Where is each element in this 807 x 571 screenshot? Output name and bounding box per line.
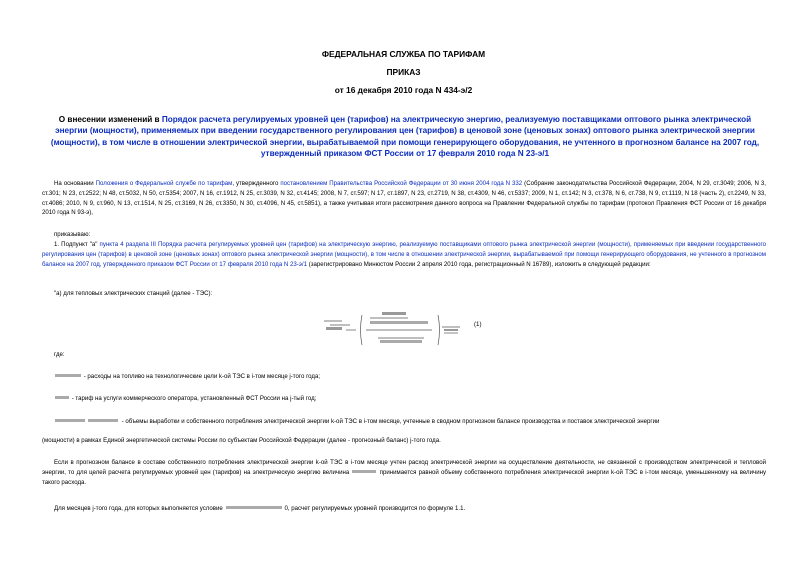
basis-middle: , утвержденного <box>232 180 281 187</box>
item-1-link[interactable]: пункта 4 раздела III Порядка расчета регулируемых уровней цен (тарифов) на электрическую энергию, реализуемую поставщиками оптового рынка электрической энергии (мощности), применяемых при введении государственного регулирования цен (тарифов) в ценовой зоне (ценовых зонах) оптового рынка электрической энергии (мощности), в том числе в отношении электрической энергии, вырабатываемой при помощи генерирующего оборудования, не учтенного в прогнозном балансе на 2007 год, утвержденного приказом ФСТ России от 17 февраля 2010 года N 23-э/1 <box>42 241 766 268</box>
definition-volumes-continued: (мощности) в рамках Единой энергетической системы России по субъектам Российской Федерации (далее - прогнозный баланс) j-того года. <box>42 437 441 444</box>
doc-type-heading: ПРИКАЗ <box>386 67 421 77</box>
definition-volumes <box>54 417 659 427</box>
operator-tariff-symbol <box>54 394 70 402</box>
title-prefix: О внесении изменений в <box>58 115 162 124</box>
formula-1-image <box>322 309 464 356</box>
fuel-costs-symbol <box>54 372 82 380</box>
formula-1-graphic <box>322 309 464 351</box>
definition-volumes-text: - объемы выработки и собственного потребления электрической энергии k-ой ТЭС в i-том месяце, учтенные в сводном прогнозном балансе производства и поставок электрической энергии <box>120 418 660 425</box>
consumption-symbol <box>351 468 377 476</box>
volumes-symbol <box>54 417 120 425</box>
basis-link-decree[interactable]: постановлением Правительства Российской Федерации от 30 июня 2004 года N 332 <box>280 180 523 187</box>
definition-fuel-costs <box>54 372 320 382</box>
definition-operator-tariff <box>54 394 316 404</box>
basis-rest: (Собрание законодательства Российской Федерации, 2004, N 29, ст.3049; 2006, N 3, ст.301; N 23, ст.2522; N 48, ст.5032, N 50, ст.5354; 2007, N 16, ст.1912, N 25, ст.3039, N 32, ст.4145; 2008, N 7, ст.597; N 17, ст.1897, N 23, ст.2719, N 38, ст.4309, N 46, ст.5337; 2009, N 1, ст.142; N 3, ст.378, N 6, ст.738, N 9, ст.1119, N 18 (часть 2), ст.2249, N 33, ст.4086; 2010, N 9, ст.960, N 13, ст.1514, N 25, ст.3169, N 26, ст.3350, N 30, ст.4096, N 45, ст.5851), а также учитывая итоги рассмотрения данного вопроса на Правлении Федеральной службы по тарифам (протокол Правления ФСТ России от 16 декабря 2010 года N 93-э), <box>42 180 766 217</box>
item-1-paragraph <box>42 240 766 269</box>
formula-1-number: (1) <box>474 321 482 328</box>
months-condition-paragraph <box>54 504 465 514</box>
where-label: где: <box>54 351 65 358</box>
subitem-a: "а) для тепловых электрических станций (далее - ТЭС): <box>54 290 213 297</box>
title-link[interactable]: Порядок расчета регулируемых уровней цен (тарифов) на электрическую энергию, реализуемую поставщиками оптового рынка электрической энергии (мощности), применяемых при введении государственного регулирования цен (тарифов) в ценовой зоне (ценовых зонах) оптового рынка электрической энергии (мощности), в том числе в отношении электрической энергии, вырабатываемой при помощи генерирующего оборудования, не учтенного в прогнозном балансе на 2007 год, утвержденный приказом ФСТ России от 17 февраля 2010 года N 23-э/1 <box>50 115 760 159</box>
order-word: приказываю: <box>54 231 91 238</box>
document-title <box>50 114 760 160</box>
item-1-rest: (зарегистрировано Минюстом России 2 апреля 2010 года, регистрационный N 16789), изложить в следующей редакции: <box>307 260 651 268</box>
forecast-balance-paragraph <box>42 458 766 487</box>
basis-link-regulation[interactable]: Положения о Федеральной службе по тарифам <box>95 180 233 187</box>
item-1-prefix: 1. Подпункт "а" <box>54 241 100 248</box>
forecast-text-b: принимается равной объему собственного потребления электрической энергии k-ой ТЭС в i-том месяце, уменьшенному на величину такого расхода. <box>42 468 767 486</box>
forecast-text-a: Если в прогнозном балансе в составе собственного потребления электрической энергии k-ой ТЭС в i-том месяце учтен расход электрической энергии на осуществление деятельности, не связанной с производством электрической и тепловой энергии, то для целей расчета регулируемых уровней цен (тарифов) на электрическую энергию величина <box>42 459 766 476</box>
months-text-b: 0, расчет регулируемых уровней производится по формуле 1.1. <box>284 505 466 512</box>
definition-operator-tariff-text: - тариф на услуги коммерческого оператора, установленный ФСТ России на j-тый год; <box>70 395 317 402</box>
date-line: от 16 декабря 2010 года N 434-э/2 <box>334 85 473 95</box>
condition-symbol <box>225 504 285 512</box>
basis-paragraph <box>42 179 766 218</box>
basis-prefix: На основании <box>54 180 96 187</box>
months-text-a: Для месяцев j-того года, для которых выполняется условие <box>54 505 225 512</box>
agency-heading: ФЕДЕРАЛЬНАЯ СЛУЖБА ПО ТАРИФАМ <box>321 49 486 59</box>
definition-fuel-costs-text: - расходы на топливо на технологические цели k-ой ТЭС в i-том месяце j-того года; <box>82 373 321 380</box>
